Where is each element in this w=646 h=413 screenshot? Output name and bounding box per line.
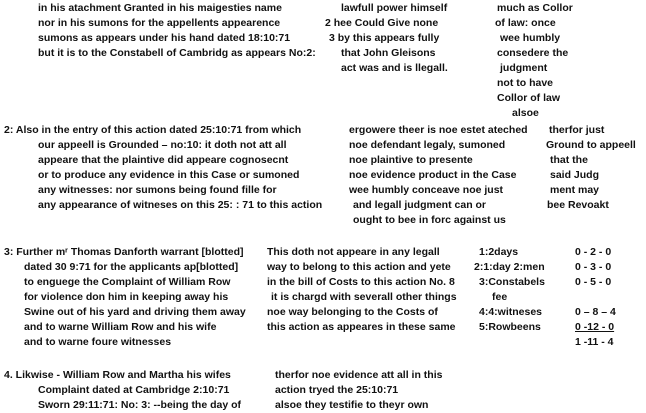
text-line: ergowere theer is noe estet ateched <box>349 124 528 136</box>
text-line: that John Gleisons <box>341 47 436 59</box>
text-line: therfor noe evidence att all in this <box>275 369 443 381</box>
cost-item: 1:2days <box>479 246 519 258</box>
cost-item: fee <box>492 291 508 303</box>
text-line: wee humbly <box>500 32 561 44</box>
text-line: our appeell is Grounded – no:10: it doth not att all <box>38 139 287 151</box>
text-line: act was and is llegall. <box>341 62 448 74</box>
text-line: appeare that the plaintive did appeare cognosecnt <box>38 154 289 166</box>
text-line: Collor of law <box>497 92 560 104</box>
cost-item: 2:1:day 2:men <box>474 261 545 273</box>
text-line: said Judg <box>550 169 600 181</box>
text-line: sumons as appears under his hand dated 18:10:71 <box>38 32 291 44</box>
text-line: noe evidence product in the Case <box>349 169 517 181</box>
text-line: dated 30 9:71 for the applicants ap[blotted] <box>24 261 239 273</box>
text-line: this action as appeares in these same <box>267 321 456 333</box>
text-line: Swine out of his yard and driving them away <box>24 306 246 318</box>
text-line: or to produce any evidence in this Case or sumoned <box>38 169 300 181</box>
text-line: for violence don him in keeping away his <box>24 291 229 303</box>
cost-amount: 0 – 8 – 4 <box>575 306 616 318</box>
text-line: noe plaintive to presente <box>349 154 473 166</box>
text-line: 2: Also in the entry of this action dated 25:10:71 from which <box>4 124 302 136</box>
text-line: and to warne William Row and his wife <box>24 321 217 333</box>
cost-item: 3:Constabels <box>479 276 545 288</box>
text-line: consedere the <box>497 47 569 59</box>
text-line: Ground to appeell <box>546 139 636 151</box>
cost-item: 4:4:witneses <box>479 306 543 318</box>
text-line: wee humbly conceave noe just <box>349 184 504 196</box>
cost-amount: 0 - 2 - 0 <box>575 246 612 258</box>
text-line: Complaint dated at Cambridge 2:10:71 <box>38 384 230 396</box>
text-line: nor in his sumons for the appellents appearence <box>38 17 281 29</box>
text-line: in his atachment Granted in his maigesties name <box>38 2 282 14</box>
text-line: 3: Further mʳ Thomas Danforth warrant [blotted] <box>4 246 244 258</box>
text-line: alsoe they testifie to theyr own <box>275 399 429 411</box>
text-line: it is chargd with severall other things <box>271 291 457 303</box>
text-line: alsoe <box>512 107 539 119</box>
text-line: 4. Likwise - William Row and Martha his wifes <box>4 369 231 381</box>
text-line: and legall judgment can or <box>353 199 487 211</box>
text-line: action tryed the 25:10:71 <box>275 384 399 396</box>
text-line: much as Collor <box>497 2 573 14</box>
text-line: any appearance of witneses on this 25: : 71 to this action <box>38 199 323 211</box>
text-line: ought to bee in forc against us <box>353 214 506 226</box>
text-line: any witnesses: nor sumons being found fille for <box>38 184 277 196</box>
text-line: noe way belonging to the Costs of <box>267 306 438 318</box>
text-line: judgment <box>500 62 548 74</box>
text-line: but it is to the Constabell of Cambridg as appears No:2: <box>38 47 316 59</box>
text-line: that the <box>550 154 588 166</box>
text-line: Sworn 29:11:71: No: 3: --being the day of <box>38 399 242 411</box>
text-line: 3 by this appears fully <box>329 32 440 44</box>
text-line: therfor just <box>549 124 605 136</box>
cost-amount: 0 -12 - 0 <box>575 321 615 333</box>
text-line: and to warne foure witnesses <box>24 336 172 348</box>
text-line: not to have <box>497 77 554 89</box>
text-line: This doth not appeare in any legall <box>267 246 440 258</box>
text-line: lawfull power himself <box>341 2 448 14</box>
cost-amount: 0 - 5 - 0 <box>575 276 612 288</box>
text-line: in the bill of Costs to this action No. 8 <box>267 276 455 288</box>
text-line: of law: once <box>495 17 556 29</box>
cost-total: 1 -11 - 4 <box>575 336 614 348</box>
text-line: bee Revoakt <box>547 199 609 211</box>
text-line: 2 hee Could Give none <box>325 17 439 29</box>
text-line: to enguege the Complaint of William Row <box>24 276 231 288</box>
text-line: noe defendant legaly, sumoned <box>349 139 506 151</box>
cost-item: 5:Rowbeens <box>479 321 541 333</box>
text-line: ment may <box>550 184 600 196</box>
text-line: way to belong to this action and yete <box>267 261 451 273</box>
cost-amount: 0 - 3 - 0 <box>575 261 612 273</box>
